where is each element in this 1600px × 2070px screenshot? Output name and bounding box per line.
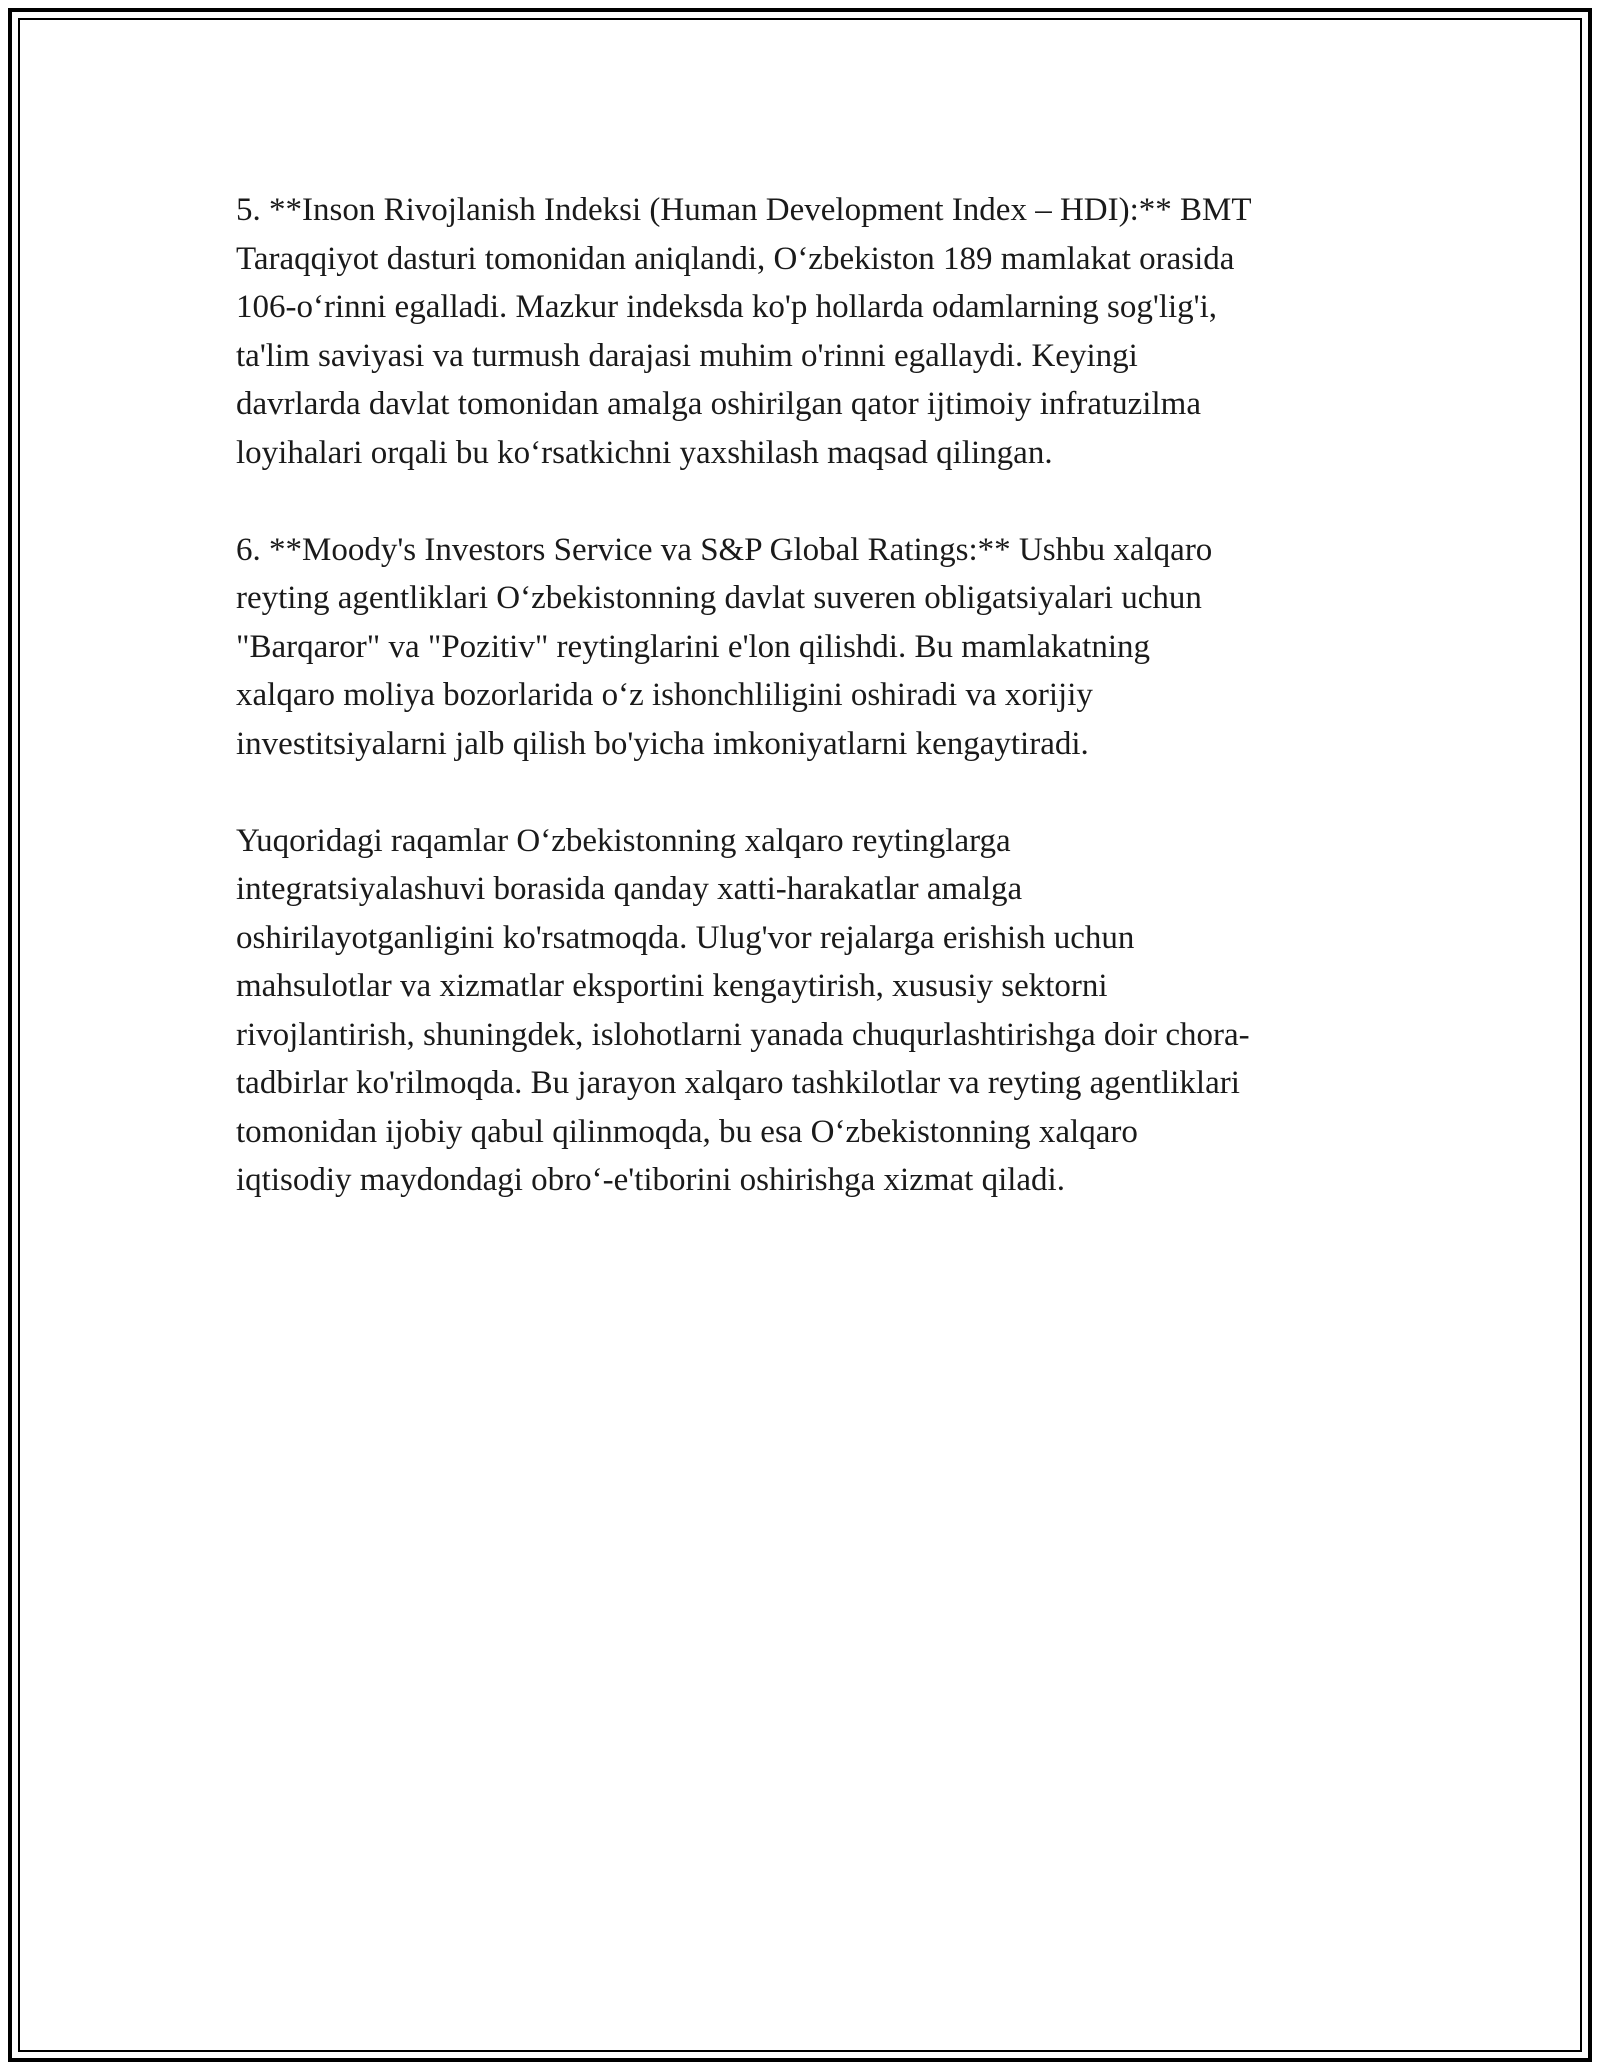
text-line: tomonidan ijobiy qabul qilinmoqda, bu esa O‘zbekistonning xalqaro [236,1113,1138,1150]
text-line: 6. **Moody's Investors Service va S&P Global Ratings:** Ushbu xalqaro [236,531,1213,568]
text-line: rivojlantirish, shuningdek, islohotlarni yanada chuqurlashtirishga doir chora- [236,1016,1250,1053]
paragraph-hdi [236,186,1376,477]
text-line: Taraqqiyot dasturi tomonidan aniqlandi, O‘zbekiston 189 mamlakat orasida [236,240,1235,277]
text-line: oshirilayotganligini ko'rsatmoqda. Ulug'vor rejalarga erishish uchun [236,919,1135,956]
text-line: loyihalari orqali bu ko‘rsatkichni yaxshilash maqsad qilingan. [236,434,1053,471]
text-line: iqtisodiy maydondagi obro‘-e'tiborini oshirishga xizmat qiladi. [236,1162,1065,1198]
text-line: tadbirlar ko'rilmoqda. Bu jarayon xalqaro tashkilotlar va reyting agentliklari [236,1065,1240,1101]
text-line: mahsulotlar va xizmatlar eksportini kengaytirish, xususiy sektorni [236,968,1108,1004]
text-line: integratsiyalashuvi borasida qanday xatti-harakatlar amalga [236,871,1023,907]
text-line: reyting agentliklari O‘zbekistonning davlat suveren obligatsiyalari uchun [236,580,1202,616]
paragraph-ratings [236,526,1376,769]
text-line: Yuqoridagi raqamlar O‘zbekistonning xalqaro reytinglarga [236,822,1011,859]
text-line: davrlarda davlat tomonidan amalga oshirilgan qator ijtimoiy infratuzilma [236,386,1201,422]
text-line: xalqaro moliya bozorlarida o‘z ishonchliligini oshiradi va xorijiy [236,677,1093,713]
document-body [236,186,1376,1253]
text-line: "Barqaror" va "Pozitiv" reytinglarini e'lon qilishdi. Bu mamlakatning [236,628,1150,665]
paragraph-conclusion [236,817,1376,1205]
text-line: ta'lim saviyasi va turmush darajasi muhim o'rinni egallaydi. Keyingi [236,337,1138,374]
text-line: 106-o‘rinni egalladi. Mazkur indeksda ko'p hollarda odamlarning sog'lig'i, [236,289,1218,325]
text-line: 5. **Inson Rivojlanish Indeksi (Human Development Index – HDI):** BMT [236,192,1252,228]
text-line: investitsiyalarni jalb qilish bo'yicha imkoniyatlarni kengaytiradi. [236,725,1089,762]
